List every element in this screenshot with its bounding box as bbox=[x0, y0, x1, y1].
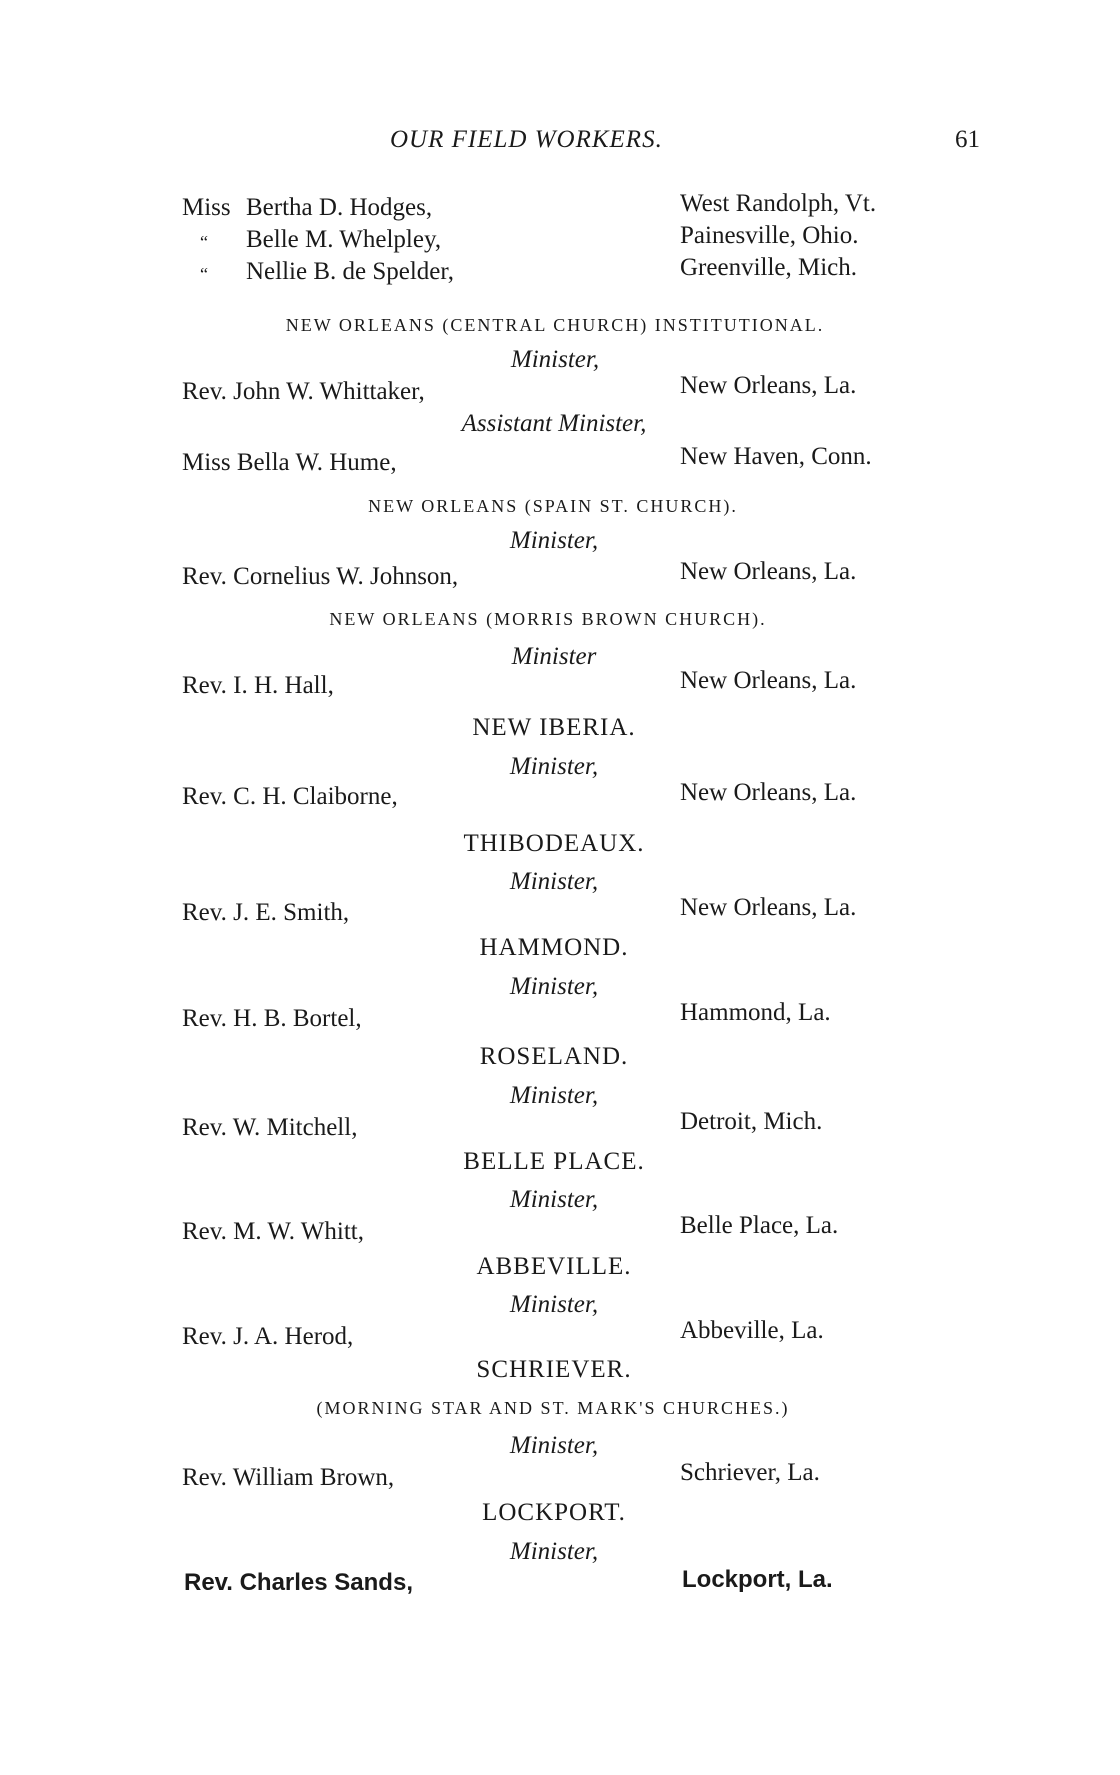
worker-place: Belle Place, La. bbox=[680, 1212, 839, 1239]
section-heading: ABBEVILLE. bbox=[476, 1253, 632, 1280]
running-header: OUR FIELD WORKERS. bbox=[390, 126, 663, 153]
worker-name: Rev. Cornelius W. Johnson, bbox=[182, 563, 459, 590]
ditto-mark: “ bbox=[200, 232, 208, 252]
section-heading: NEW ORLEANS (CENTRAL CHURCH) INSTITUTIONAL. bbox=[285, 315, 825, 335]
role-label: Minister, bbox=[509, 753, 599, 780]
role-label: Minister, bbox=[509, 527, 599, 554]
worker-place: Abbeville, La. bbox=[680, 1317, 824, 1344]
role-label: Minister, bbox=[509, 1082, 599, 1109]
section-heading: NEW IBERIA. bbox=[472, 714, 636, 741]
worker-place: Greenville, Mich. bbox=[680, 254, 858, 281]
role-label: Minister, bbox=[509, 1291, 599, 1318]
section-heading: NEW ORLEANS (SPAIN ST. CHURCH). bbox=[368, 496, 738, 516]
worker-name: Rev. William Brown, bbox=[182, 1464, 395, 1491]
section-heading: NEW ORLEANS (MORRIS BROWN CHURCH). bbox=[329, 609, 767, 629]
worker-name: Rev. John W. Whittaker, bbox=[182, 378, 425, 405]
section-heading: BELLE PLACE. bbox=[463, 1148, 645, 1175]
worker-place: New Orleans, La. bbox=[680, 558, 857, 585]
role-label: Minister bbox=[511, 643, 597, 670]
worker-name: Nellie B. de Spelder, bbox=[246, 258, 454, 285]
worker-place: Hammond, La. bbox=[680, 999, 831, 1026]
role-label: Minister, bbox=[509, 1538, 599, 1565]
worker-place: Lockport, La. bbox=[682, 1566, 833, 1593]
prefix-miss: Miss bbox=[182, 194, 231, 221]
role-label: Minister, bbox=[509, 1432, 599, 1459]
worker-name: Rev. W. Mitchell, bbox=[182, 1114, 358, 1141]
section-subheading: (MORNING STAR AND ST. MARK'S CHURCHES.) bbox=[316, 1398, 790, 1418]
worker-name: Miss Bella W. Hume, bbox=[182, 449, 397, 476]
worker-place: West Randolph, Vt. bbox=[680, 190, 877, 217]
worker-name: Rev. C. H. Claiborne, bbox=[182, 783, 398, 810]
role-label: Assistant Minister, bbox=[461, 410, 647, 437]
worker-place: New Orleans, La. bbox=[680, 667, 857, 694]
section-heading: ROSELAND. bbox=[479, 1043, 629, 1070]
role-label: Minister, bbox=[510, 346, 600, 373]
worker-name: Rev. M. W. Whitt, bbox=[182, 1218, 364, 1245]
worker-place: Schriever, La. bbox=[680, 1459, 820, 1486]
section-heading: LOCKPORT. bbox=[482, 1499, 626, 1526]
page-number: 61 bbox=[955, 126, 980, 153]
worker-name: Rev. H. B. Bortel, bbox=[182, 1005, 362, 1032]
worker-name: Rev. J. E. Smith, bbox=[182, 899, 350, 926]
worker-name: Rev. J. A. Herod, bbox=[182, 1323, 354, 1350]
role-label: Minister, bbox=[509, 973, 599, 1000]
worker-name: Belle M. Whelpley, bbox=[246, 226, 442, 253]
role-label: Minister, bbox=[509, 1186, 599, 1213]
worker-place: New Orleans, La. bbox=[680, 894, 857, 921]
ditto-mark: “ bbox=[200, 264, 208, 284]
worker-place: Painesville, Ohio. bbox=[680, 222, 859, 249]
role-label: Minister, bbox=[509, 868, 599, 895]
worker-name: Rev. Charles Sands, bbox=[184, 1569, 413, 1596]
section-heading: HAMMOND. bbox=[479, 934, 629, 961]
section-heading: THIBODEAUX. bbox=[463, 830, 645, 857]
worker-place: New Haven, Conn. bbox=[680, 443, 872, 470]
worker-name: Rev. I. H. Hall, bbox=[182, 672, 334, 699]
worker-place: New Orleans, La. bbox=[680, 779, 857, 806]
worker-place: Detroit, Mich. bbox=[680, 1108, 823, 1135]
worker-name: Bertha D. Hodges, bbox=[246, 194, 433, 221]
worker-place: New Orleans, La. bbox=[680, 372, 857, 399]
section-heading: SCHRIEVER. bbox=[476, 1356, 632, 1383]
